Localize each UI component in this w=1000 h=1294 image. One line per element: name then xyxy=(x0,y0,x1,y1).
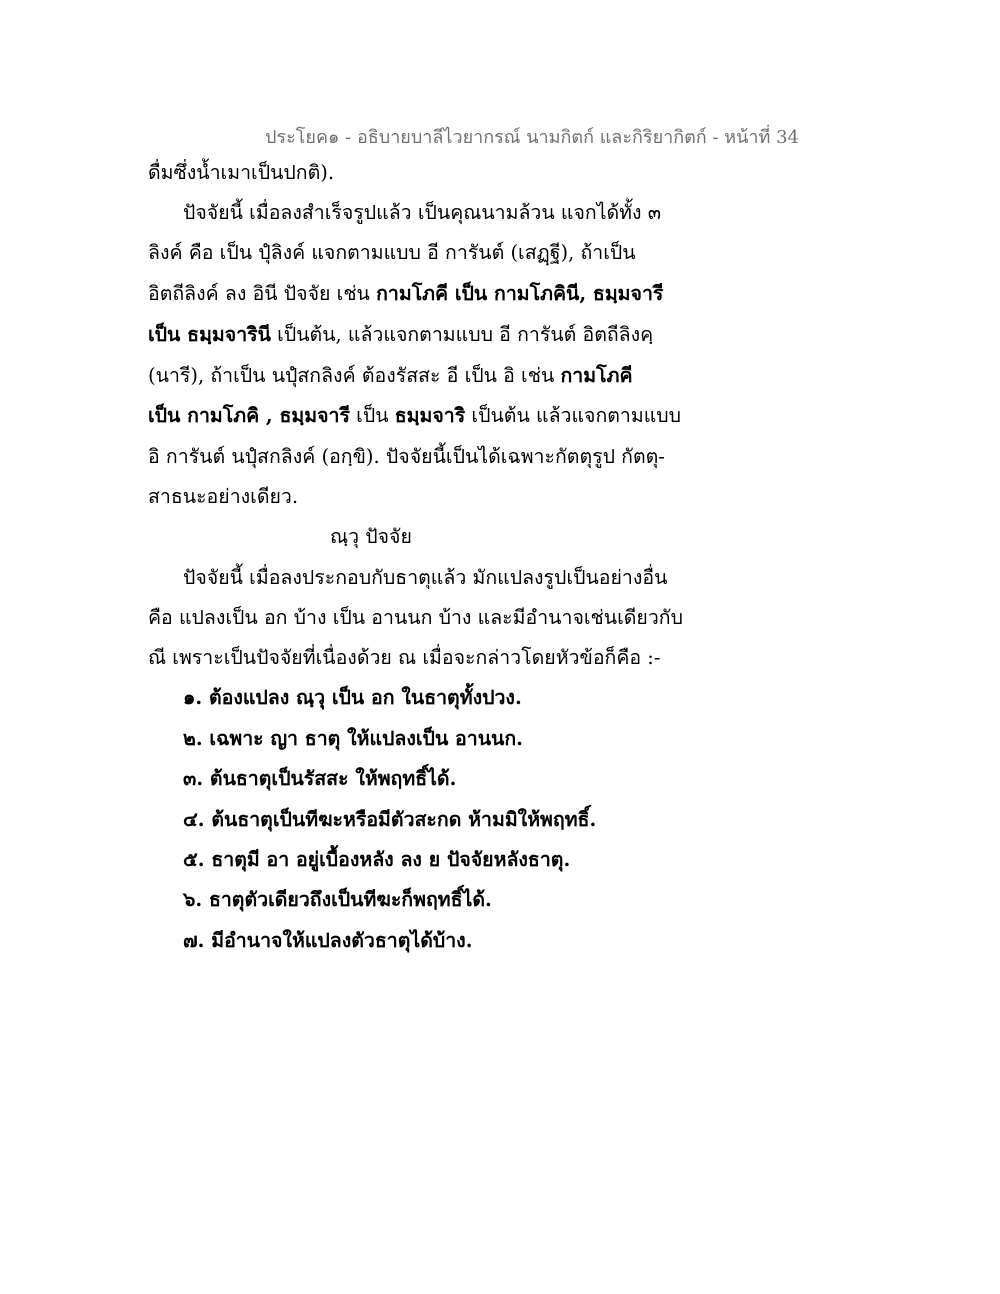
section-title: ณฺวุ ปัจจัย xyxy=(330,525,412,548)
running-header: ประโยค๑ - อธิบายบาลีไวยากรณ์ นามกิตก์ และกิริยากิตก์ - หน้าที่ 34 xyxy=(265,127,799,148)
rule-item-1: ๑. ต้องแปลง ณฺวุ เป็น อก ในธาตุทั้งปวง. xyxy=(183,686,522,709)
section-line-3: ณี เพราะเป็นปัจจัยที่เนื่องด้วย ณ เมื่อจะกล่าวโดยหัวข้อก็คือ :- xyxy=(148,646,661,669)
body-line-7-text-b: เป็นต้น แล้วแจกตามแบบ xyxy=(465,404,682,427)
body-line-3: ลิงค์ คือ เป็น ปุํลิงค์ แจกตามแบบ อี การันต์ (เสฏฺฐี), ถ้าเป็น xyxy=(148,241,636,264)
body-line-7-text-a: เป็น xyxy=(349,404,395,427)
body-line-1: ดื่มซึ่งน้ำเมาเป็นปกติ). xyxy=(148,161,335,184)
rule-item-2: ๒. เฉพาะ ญา ธาตุ ให้แปลงเป็น อานนก. xyxy=(183,727,523,750)
body-line-4-bold: กามโภคี เป็น กามโภคินี, ธมฺมจารี xyxy=(376,282,664,305)
body-line-6 xyxy=(148,366,632,386)
body-line-5-text: เป็นต้น, แล้วแจกตามแบบ อี การันต์ อิตถีลิงคฺ xyxy=(270,323,654,346)
body-line-8: อิ การันต์ นปุํสกลิงค์ (อกฺขิ). ปัจจัยนี้เป็นได้เฉพาะกัตตุรูป กัตตุ- xyxy=(148,445,665,468)
body-line-5 xyxy=(148,325,653,345)
section-line-2: คือ แปลงเป็น อก บ้าง เป็น อานนก บ้าง และมีอำนาจเช่นเดียวกับ xyxy=(148,606,683,629)
rule-item-6: ๖. ธาตุตัวเดียวถึงเป็นทีฆะก็พฤทธิ์ได้. xyxy=(183,888,492,911)
section-line-1: ปัจจัยนี้ เมื่อลงประกอบกับธาตุแล้ว มักแปลงรูปเป็นอย่างอื่น xyxy=(183,566,668,589)
rule-item-5: ๕. ธาตุมี อา อยู่เบื้องหลัง ลง ย ปัจจัยหลังธาตุ. xyxy=(183,848,571,871)
body-line-6-bold: กามโภคี xyxy=(560,364,633,387)
body-line-2: ปัจจัยนี้ เมื่อลงสำเร็จรูปแล้ว เป็นคุณนามล้วน แจกได้ทั้ง ๓ xyxy=(183,201,662,224)
body-line-5-bold: เป็น ธมฺมจารินี xyxy=(148,323,271,346)
body-line-9: สาธนะอย่างเดียว. xyxy=(148,485,299,508)
body-line-6-text: (นารี), ถ้าเป็น นปุํสกลิงค์ ต้องรัสสะ อี เป็น อิ เช่น xyxy=(148,364,561,387)
body-line-4-text: อิตถีลิงค์ ลง อินี ปัจจัย เช่น xyxy=(148,282,377,305)
rule-item-3: ๓. ต้นธาตุเป็นรัสสะ ให้พฤทธิ์ได้. xyxy=(183,767,457,790)
body-line-4 xyxy=(148,284,663,304)
body-line-7 xyxy=(148,406,681,426)
body-line-7-bold-b: ธมฺมจาริ xyxy=(394,404,466,427)
body-line-7-bold-a: เป็น กามโภคิ , ธมฺมจารี xyxy=(148,404,350,427)
rule-item-4: ๔. ต้นธาตุเป็นทีฆะหรือมีตัวสะกด ห้ามมิให้พฤทธิ์. xyxy=(183,808,597,831)
rule-item-7: ๗. มีอำนาจให้แปลงตัวธาตุได้บ้าง. xyxy=(183,929,473,952)
